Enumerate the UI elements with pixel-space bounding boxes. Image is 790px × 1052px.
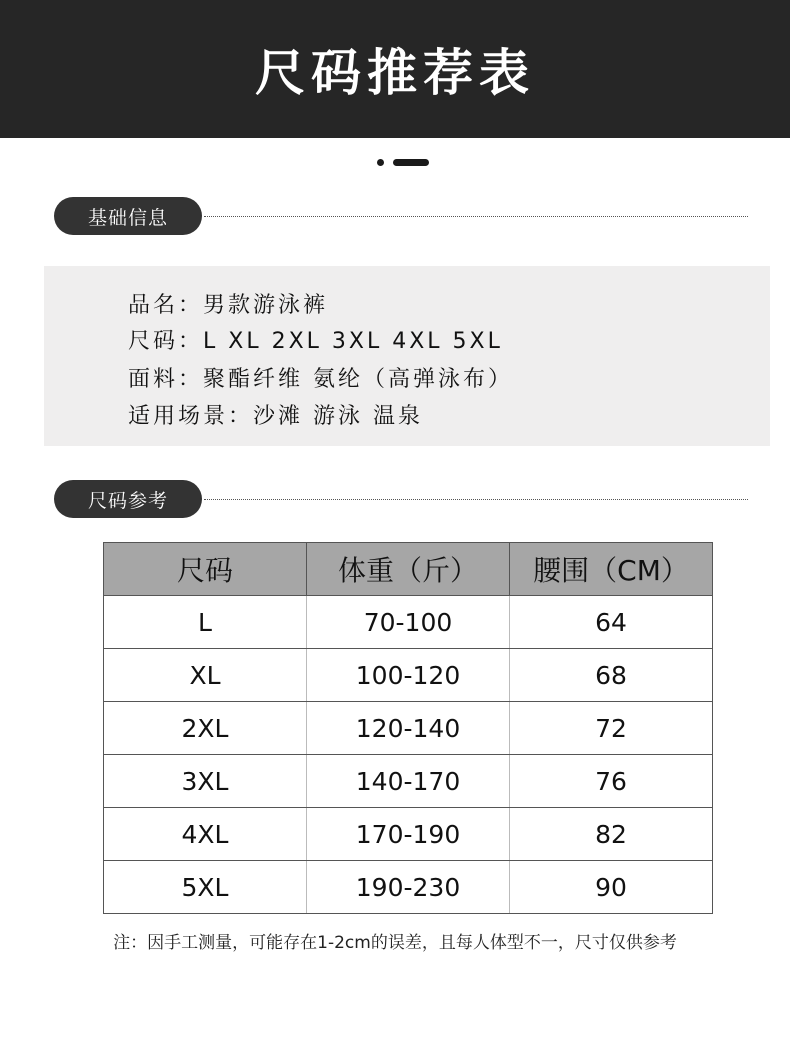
cell-weight: 120-140 — [307, 702, 510, 755]
table-row — [104, 861, 713, 914]
dotted-divider — [204, 499, 748, 500]
table-row — [104, 649, 713, 702]
cell-weight: 140-170 — [307, 755, 510, 808]
cell-size: XL — [104, 649, 307, 702]
cell-size: 4XL — [104, 808, 307, 861]
cell-weight: 100-120 — [307, 649, 510, 702]
info-line-sizes: 尺码：L XL 2XL 3XL 4XL 5XL — [128, 329, 503, 354]
page-title: 尺码推荐表 — [255, 44, 535, 102]
table-row — [104, 808, 713, 861]
cell-weight: 70-100 — [307, 596, 510, 649]
cell-weight: 170-190 — [307, 808, 510, 861]
section-header-size-ref — [54, 480, 748, 518]
cell-waist: 68 — [510, 649, 713, 702]
bar-icon — [393, 159, 429, 166]
cell-size: L — [104, 596, 307, 649]
section-label-size-ref: 尺码参考 — [54, 480, 202, 518]
header-weight: 体重（斤） — [307, 543, 510, 596]
info-line-scenes: 适用场景：沙滩 游泳 温泉 — [128, 404, 423, 429]
size-table — [103, 542, 713, 914]
section-header-basic-info — [54, 197, 748, 235]
table-header-row — [104, 543, 713, 596]
cell-size: 3XL — [104, 755, 307, 808]
dot-icon — [377, 159, 384, 166]
info-line-name: 品名：男款游泳裤 — [128, 293, 329, 318]
info-line-fabric: 面料：聚酯纤维 氨纶（高弹泳布） — [128, 367, 513, 392]
cell-waist: 82 — [510, 808, 713, 861]
page-header — [0, 0, 790, 138]
cell-waist: 72 — [510, 702, 713, 755]
cell-size: 2XL — [104, 702, 307, 755]
cell-size: 5XL — [104, 861, 307, 914]
cell-waist: 90 — [510, 861, 713, 914]
table-row — [104, 702, 713, 755]
cell-weight: 190-230 — [307, 861, 510, 914]
cell-waist: 76 — [510, 755, 713, 808]
basic-info-panel — [44, 266, 770, 446]
header-size: 尺码 — [104, 543, 307, 596]
measurement-note: 注：因手工测量，可能存在1-2cm的误差，且每人体型不一，尺寸仅供参考 — [113, 933, 677, 953]
dotted-divider — [204, 216, 748, 217]
decorative-divider — [377, 158, 437, 166]
table-row — [104, 596, 713, 649]
cell-waist: 64 — [510, 596, 713, 649]
section-label-basic-info: 基础信息 — [54, 197, 202, 235]
table-row — [104, 755, 713, 808]
header-waist: 腰围（CM） — [510, 543, 713, 596]
